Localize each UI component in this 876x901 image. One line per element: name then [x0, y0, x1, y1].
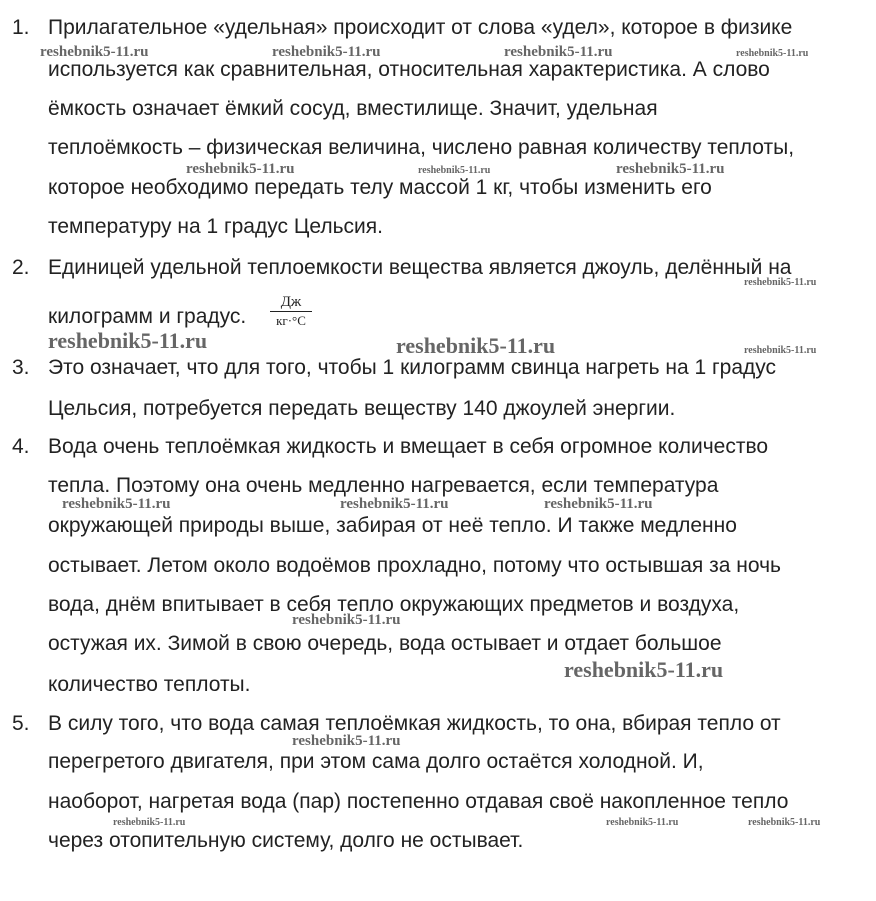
unit-fraction	[270, 294, 312, 329]
item-line: остывает. Летом около водоёмов прохладно, потому что остывшая за ночь	[48, 554, 781, 577]
watermark: reshebnik5-11.ru	[292, 733, 401, 749]
item-line: Прилагательное «удельная» происходит от слова «удел», которое в физике	[48, 16, 793, 39]
item-line: количество теплоты.	[48, 673, 251, 696]
watermark: reshebnik5-11.ru	[48, 328, 208, 353]
item-line: наоборот, нагретая вода (пар) постепенно отдавая своё накопленное тепло	[48, 790, 789, 813]
watermark: reshebnik5-11.ru	[340, 496, 449, 512]
item-line: вода, днём впитывает в себя тепло окружающих предметов и воздуха,	[48, 593, 740, 616]
watermark: reshebnik5-11.ru	[292, 612, 401, 628]
watermark: reshebnik5-11.ru	[113, 817, 186, 828]
item-line: Вода очень теплоёмкая жидкость и вмещает в себя огромное количество	[48, 435, 769, 458]
watermark: reshebnik5-11.ru	[616, 161, 725, 177]
fraction-denominator: кг·°С	[276, 313, 306, 328]
watermark: reshebnik5-11.ru	[544, 496, 653, 512]
watermark: reshebnik5-11.ru	[40, 44, 149, 60]
item-number: 2.	[12, 256, 30, 279]
watermark: reshebnik5-11.ru	[736, 48, 809, 59]
watermark: reshebnik5-11.ru	[418, 165, 491, 176]
item-line: тепла. Поэтому она очень медленно нагревается, если температура	[48, 474, 719, 497]
item-line: килограмм и градус.	[48, 305, 247, 328]
item-line: окружающей природы выше, забирая от неё тепло. И также медленно	[48, 514, 737, 537]
watermark: reshebnik5-11.ru	[564, 657, 724, 682]
item-line: перегретого двигателя, при этом сама долго остаётся холодной. И,	[48, 750, 704, 773]
item-line: Цельсия, потребуется передать веществу 140 джоулей энергии.	[48, 397, 676, 420]
item-line: В силу того, что вода самая теплоёмкая жидкость, то она, вбирая тепло от	[48, 712, 781, 735]
item-number: 5.	[12, 712, 30, 735]
item-number: 4.	[12, 435, 30, 458]
watermark: reshebnik5-11.ru	[744, 277, 817, 288]
item-number: 1.	[12, 16, 30, 39]
item-number: 3.	[12, 356, 30, 379]
watermark: reshebnik5-11.ru	[748, 817, 821, 828]
watermark: reshebnik5-11.ru	[272, 44, 381, 60]
watermark: reshebnik5-11.ru	[396, 333, 556, 358]
watermark: reshebnik5-11.ru	[606, 817, 679, 828]
item-line: используется как сравнительная, относительная характеристика. А слово	[48, 58, 770, 81]
fraction-numerator: Дж	[280, 294, 302, 310]
watermark: reshebnik5-11.ru	[744, 345, 817, 356]
item-line: Единицей удельной теплоемкости вещества является джоуль, делённый на	[48, 256, 792, 279]
item-line: через отопительную систему, долго не остывает.	[48, 829, 524, 852]
item-line: Это означает, что для того, чтобы 1 килограмм свинца нагреть на 1 градус	[48, 356, 777, 379]
item-line: ёмкость означает ёмкий сосуд, вместилище. Значит, удельная	[48, 97, 658, 120]
item-line: остужая их. Зимой в свою очередь, вода остывает и отдает большое	[48, 632, 722, 655]
item-line: температуру на 1 градус Цельсия.	[48, 215, 383, 238]
item-line: теплоёмкость – физическая величина, числено равная количеству теплоты,	[48, 136, 795, 159]
watermark: reshebnik5-11.ru	[62, 496, 171, 512]
item-line: которое необходимо передать телу массой 1 кг, чтобы изменить его	[48, 176, 712, 199]
watermark: reshebnik5-11.ru	[504, 44, 613, 60]
watermark: reshebnik5-11.ru	[186, 161, 295, 177]
